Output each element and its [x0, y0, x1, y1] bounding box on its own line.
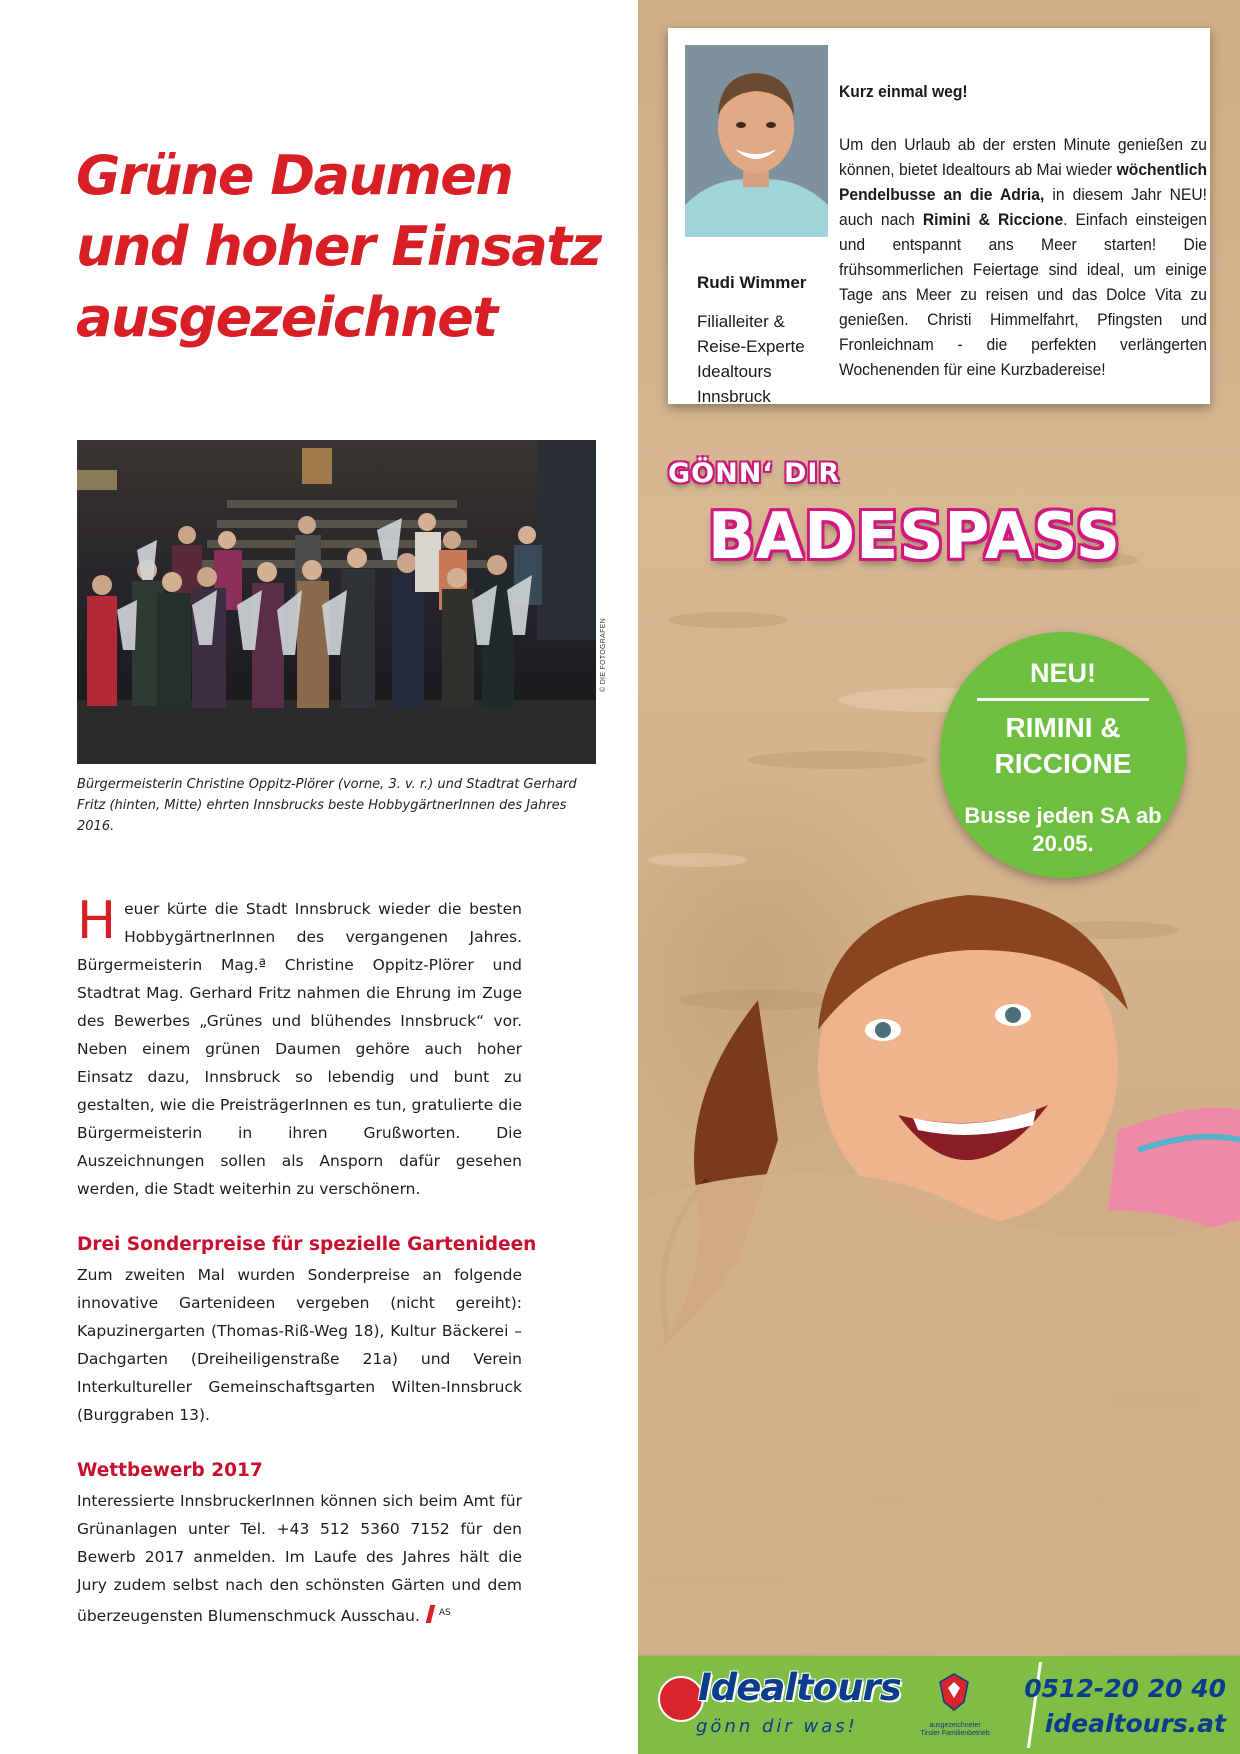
expert-portrait	[685, 45, 828, 237]
expert-info-card	[668, 28, 1210, 404]
intro-text: euer kürte die Stadt Innsbruck wieder die besten HobbygärtnerInnen des vergangenen Jahres. Bürgermeisterin Mag.ª Christine Oppitz-Plörer und Stadtrat Mag. Gerhard Fritz nahmen die Ehrung im Zuge des Bewerbes „Grünes und blühendes Innsbruck“ vor. Neben einem grünen Daumen gehöre auch hoher Einsatz dazu, Innsbruck so lebendig und bunt zu gestalten, wie die PreisträgerInnen es tun, gratulierte die Bürgermeisterin in ihren Grußworten. Die Auszeichnungen sollen als Ansporn dafür gesehen werden, die Stadt weiterhin zu verschönern.	[77, 900, 522, 1198]
end-of-article-mark	[426, 1605, 435, 1623]
badge-destination: RIMINI & RICCIONE	[994, 712, 1132, 779]
section-heading-competition: Wettbewerb 2017	[77, 1460, 263, 1481]
drop-cap: H	[77, 891, 117, 951]
new-destination-badge	[940, 632, 1186, 878]
competition-paragraph	[77, 1487, 522, 1630]
girl-in-sand-image	[638, 880, 1240, 1654]
award-group-photo	[77, 440, 596, 764]
badge-new-label: NEU!	[1030, 658, 1096, 688]
ad-tagline: GÖNN‘ DIR	[668, 458, 841, 489]
travel-advertisement	[638, 0, 1240, 1754]
card-text: Um den Urlaub ab der ersten Minute genießen zu können, bietet Idealtours ab Mai wieder wöchentlich Pendelbusse an die Adria, in diesem Jahr NEU! auch nach Rimini & Riccione. Einfach einsteigen und entspannt ans Meer starten! Die frühsommerlichen Feiertage sind ideal, um einige Tage ans Meer zu reisen und das Dolce Vita zu genießen. Christi Himmelfahrt, Pfingsten und Fronleichnam - die perfekten verlängerten Wochenenden für eine Kurzbadereise!	[839, 135, 1207, 379]
family-business-label: ausgezeichneter Tiroler Familienbetrieb	[920, 1722, 990, 1737]
author-initials: AS	[438, 1608, 451, 1618]
website-link[interactable]: idealtours.at	[1044, 1709, 1226, 1738]
article-intro	[77, 891, 522, 1203]
special-prizes-text: Zum zweiten Mal wurden Sonderpreise an folgende innovative Gartenideen vergeben (nicht gereiht): Kapuzinergarten (Thomas-Riß-Weg 18), Kultur Bäckerei – Dachgarten (Dreiheiligenstraße 21a) und Verein Interkultureller Gemeinschaftsgarten Wilten-Innsbruck (Burggraben 13).	[77, 1266, 522, 1424]
badge-bus-schedule: Busse jeden SA ab 20.05.	[964, 803, 1162, 856]
ad-footer-bar	[638, 1656, 1240, 1754]
expert-name: Rudi Wimmer	[697, 273, 807, 292]
eagle-seal-icon	[938, 1672, 970, 1712]
group-photo-illustration	[77, 440, 596, 764]
expert-role: Filialleiter & Reise-Experte Idealtours Innsbruck	[697, 312, 805, 406]
photo-caption: Bürgermeisterin Christine Oppitz-Plörer (vorne, 3. v. r.) und Stadtrat Gerhard Fritz (hinten, Mitte) ehrten Innsbrucks beste HobbygärtnerInnen des Jahres 2016.	[77, 777, 577, 834]
phone-number: 0512-20 20 40	[1024, 1674, 1226, 1703]
ad-headline: BADESPASS	[708, 500, 1121, 574]
card-title: Kurz einmal weg!	[839, 82, 968, 101]
competition-text: Interessierte InnsbruckerInnen können sich beim Amt für Grünanlagen unter Tel. +43 512 5360 7152 für den Bewerb 2017 anmelden. Im Laufe des Jahres hält die Jury zudem selbst nach den schönsten Gärten und dem überzeugensten Blumenschmuck Ausschau.	[77, 1492, 522, 1626]
article-headline: Grüne Daumen und hoher Einsatz ausgezeichnet	[76, 144, 601, 349]
brand-slogan: gönn dir was!	[696, 1716, 858, 1737]
badge-divider	[977, 698, 1149, 701]
brand-logo: Idealtours	[698, 1666, 901, 1709]
section-heading-special-prizes: Drei Sonderpreise für spezielle Gartenideen	[77, 1234, 537, 1255]
photo-credit: © DIE FOTOGRAFEN	[600, 618, 607, 692]
